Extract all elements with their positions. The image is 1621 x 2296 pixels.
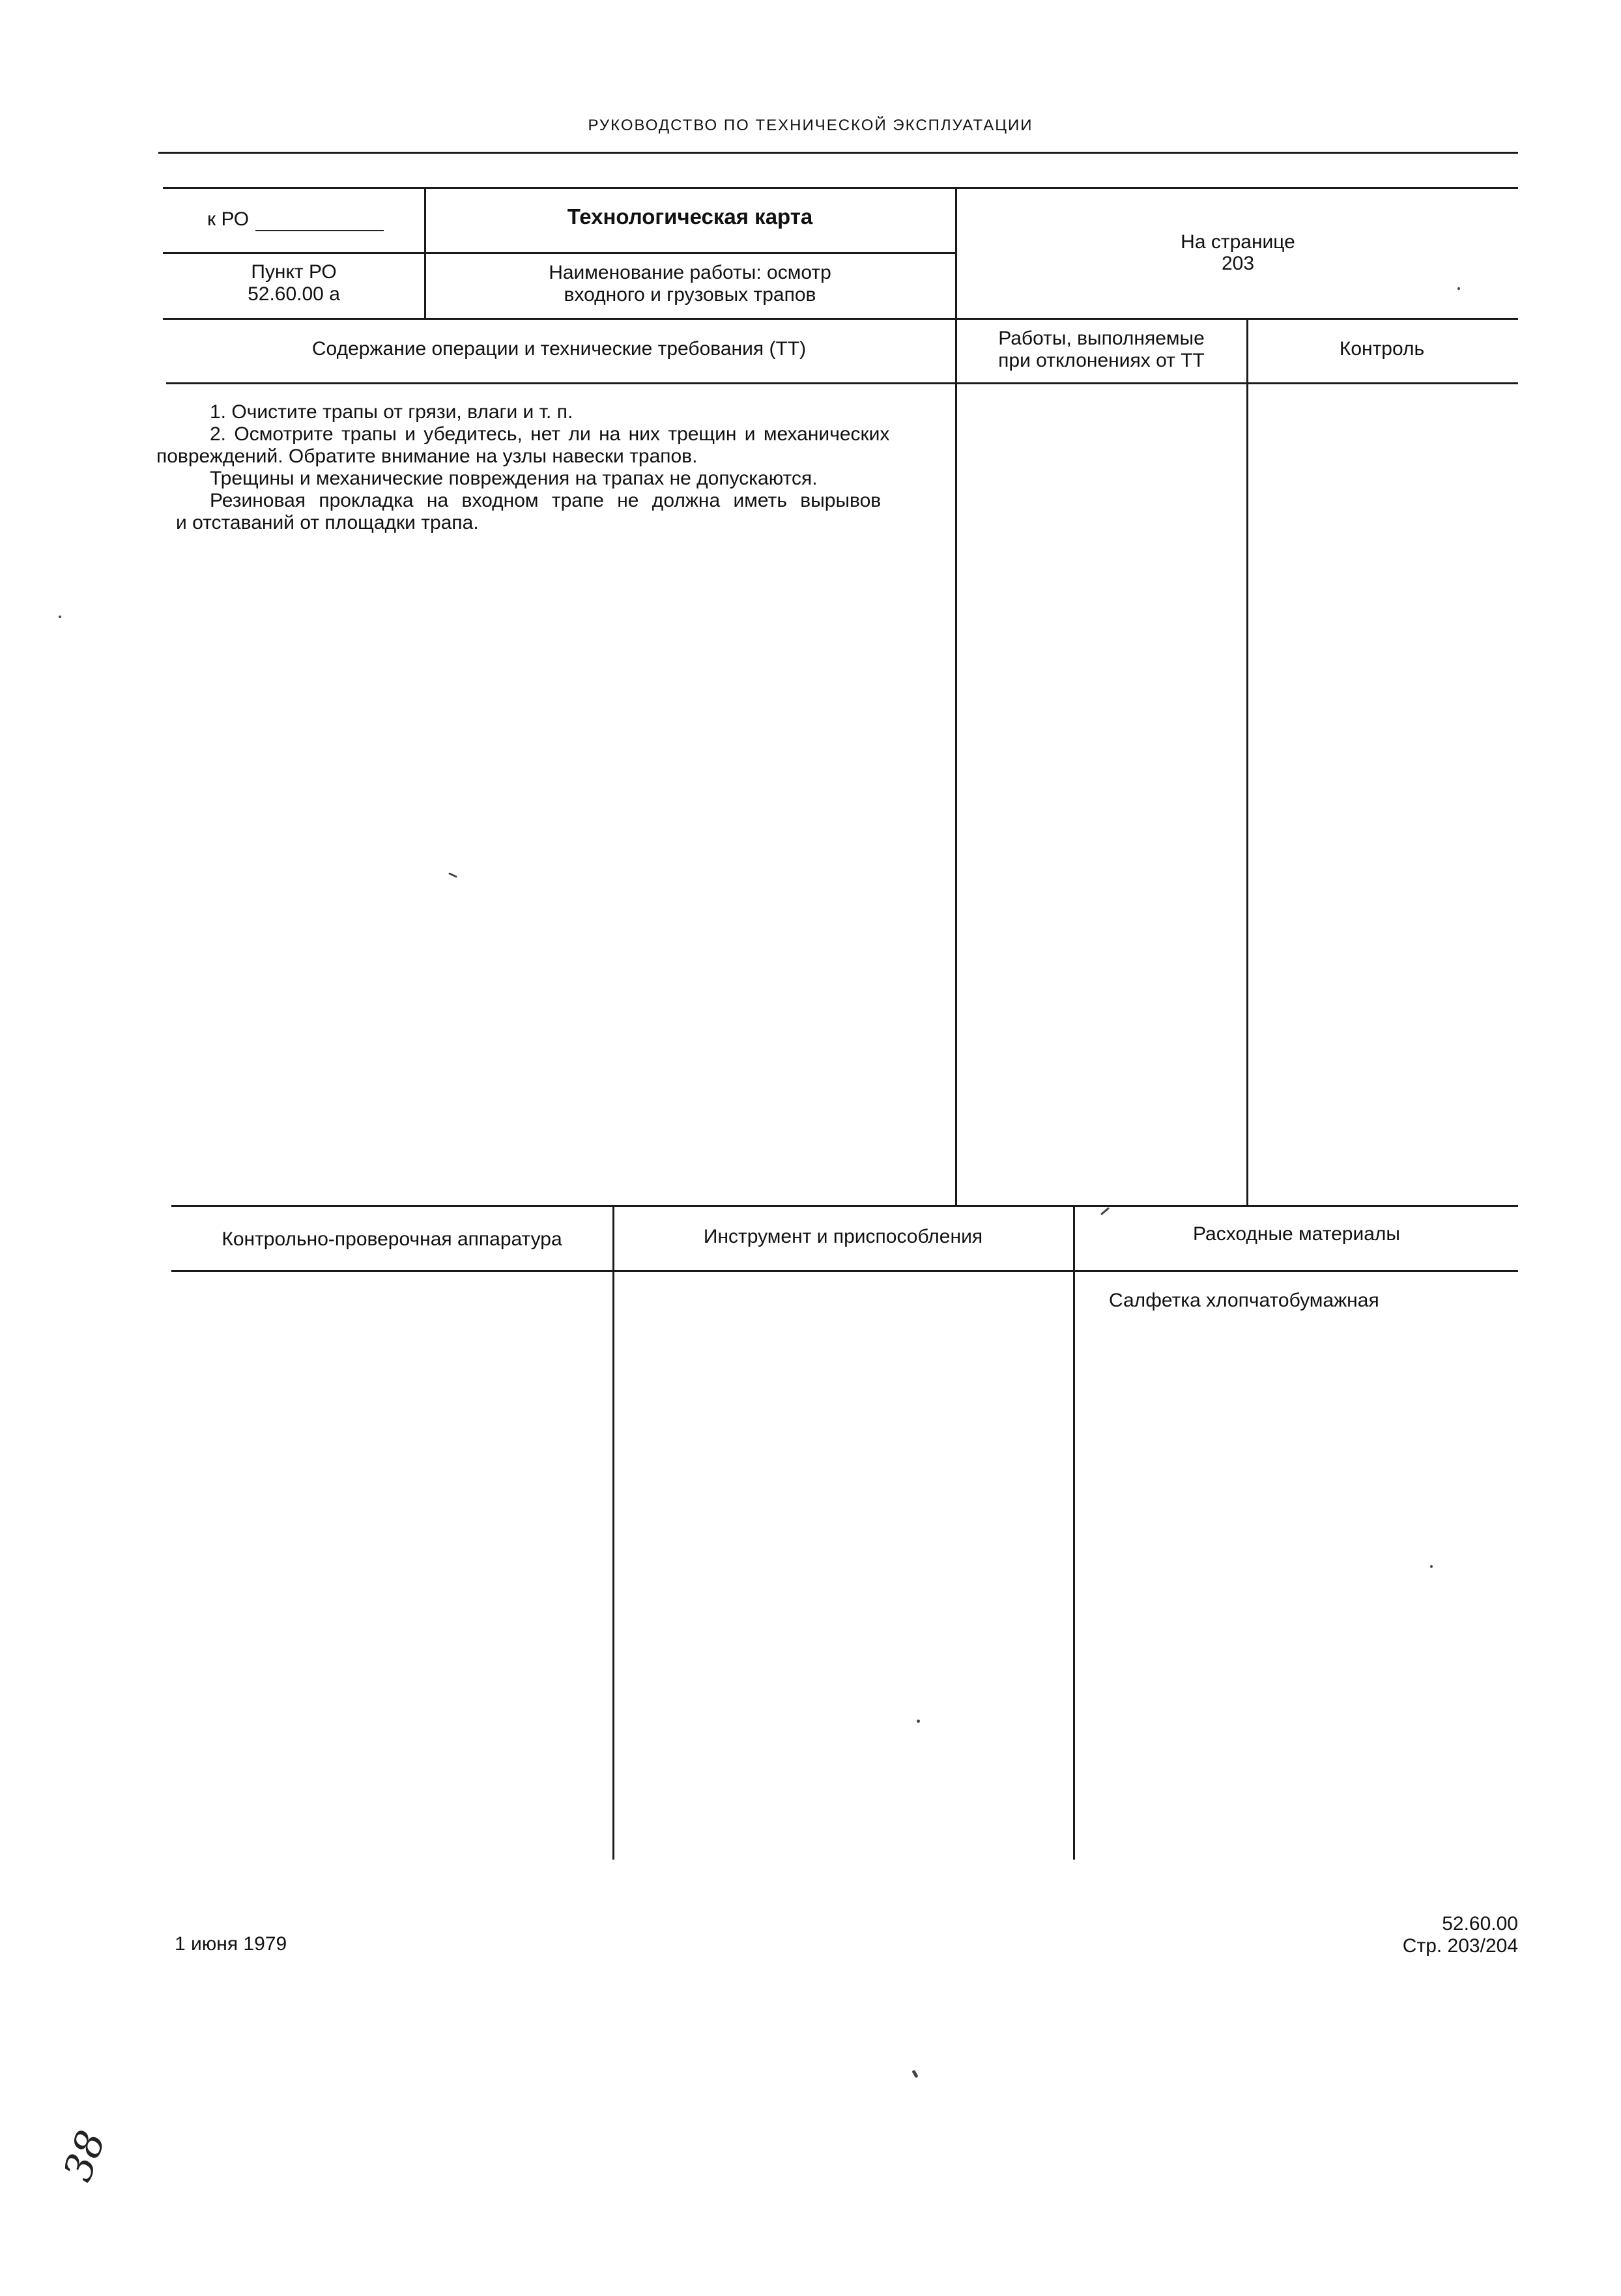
body-line-2: 2. Осмотрите трапы и убедитесь, нет ли на них трещин и механических: [210, 423, 890, 445]
bottom-divider-2: [1073, 1205, 1075, 1860]
footer-page: Стр. 203/204: [1402, 1935, 1518, 1957]
item-number: 52.60.00 а: [248, 283, 340, 305]
work-name-line2: входного и грузовых трапов: [564, 284, 816, 305]
column-control-header: Контроль: [1339, 338, 1425, 360]
column-header-top-rule: [163, 318, 1518, 320]
handwritten-page-mark: 38: [55, 2125, 115, 2187]
footer-code: 52.60.00: [1442, 1913, 1518, 1935]
bottom-col1-header: Контрольно-проверочная аппаратура: [222, 1228, 562, 1250]
column-divider-control: [1246, 318, 1248, 1207]
scan-speck: [911, 2070, 918, 2078]
body-line-1: 1. Очистите трапы от грязи, влаги и т. п.: [210, 401, 573, 423]
column-header-bottom-rule: [166, 382, 1518, 384]
consumable-item: Салфетка хлопчатобумажная: [1109, 1290, 1379, 1311]
card-middle-rule: [163, 252, 956, 254]
column-deviation-header-line1: Работы, выполняемые: [998, 328, 1205, 349]
scan-speck: [1457, 287, 1460, 290]
body-line-4: Трещины и механические повреждения на трапах не допускаются.: [210, 468, 818, 489]
bottom-divider-1: [612, 1205, 614, 1860]
body-line-6: и отставаний от площадки трапа.: [176, 512, 479, 533]
card-top-border: [163, 187, 1518, 189]
scan-speck: [1100, 1207, 1110, 1215]
header-rule: [158, 152, 1518, 154]
bottom-col3-header: Расходные материалы: [1193, 1223, 1400, 1245]
card-title: Технологическая карта: [567, 205, 813, 229]
k-ro-label: к РО: [207, 208, 250, 230]
scan-speck: [448, 872, 457, 878]
k-ro-blank-line: [255, 230, 384, 231]
body-line-3: повреждений. Обратите внимание на узлы навески трапов.: [156, 446, 698, 467]
footer-date: 1 июня 1979: [175, 1933, 287, 1955]
bottom-col2-header: Инструмент и приспособления: [703, 1226, 983, 1247]
bottom-table-top-rule: [171, 1205, 1518, 1207]
item-label: Пункт РО: [251, 261, 337, 283]
scan-speck: [917, 1720, 920, 1723]
running-title: РУКОВОДСТВО ПО ТЕХНИЧЕСКОЙ ЭКСПЛУАТАЦИИ: [588, 117, 1033, 134]
column-deviation-header-line2: при отклонениях от ТТ: [998, 350, 1205, 371]
column-divider-deviation: [955, 383, 957, 1207]
page-label: На странице: [1181, 231, 1295, 253]
page-number: 203: [1221, 253, 1255, 274]
scan-speck: [1430, 1565, 1433, 1568]
scan-speck: [59, 616, 61, 618]
column-content-header: Содержание операции и технические требования (ТТ): [311, 338, 807, 360]
bottom-table-header-rule: [171, 1270, 1518, 1272]
work-name-line1: Наименование работы: осмотр: [549, 262, 831, 283]
body-line-5: Резиновая прокладка на входном трапе не должна иметь вырывов: [210, 490, 882, 511]
